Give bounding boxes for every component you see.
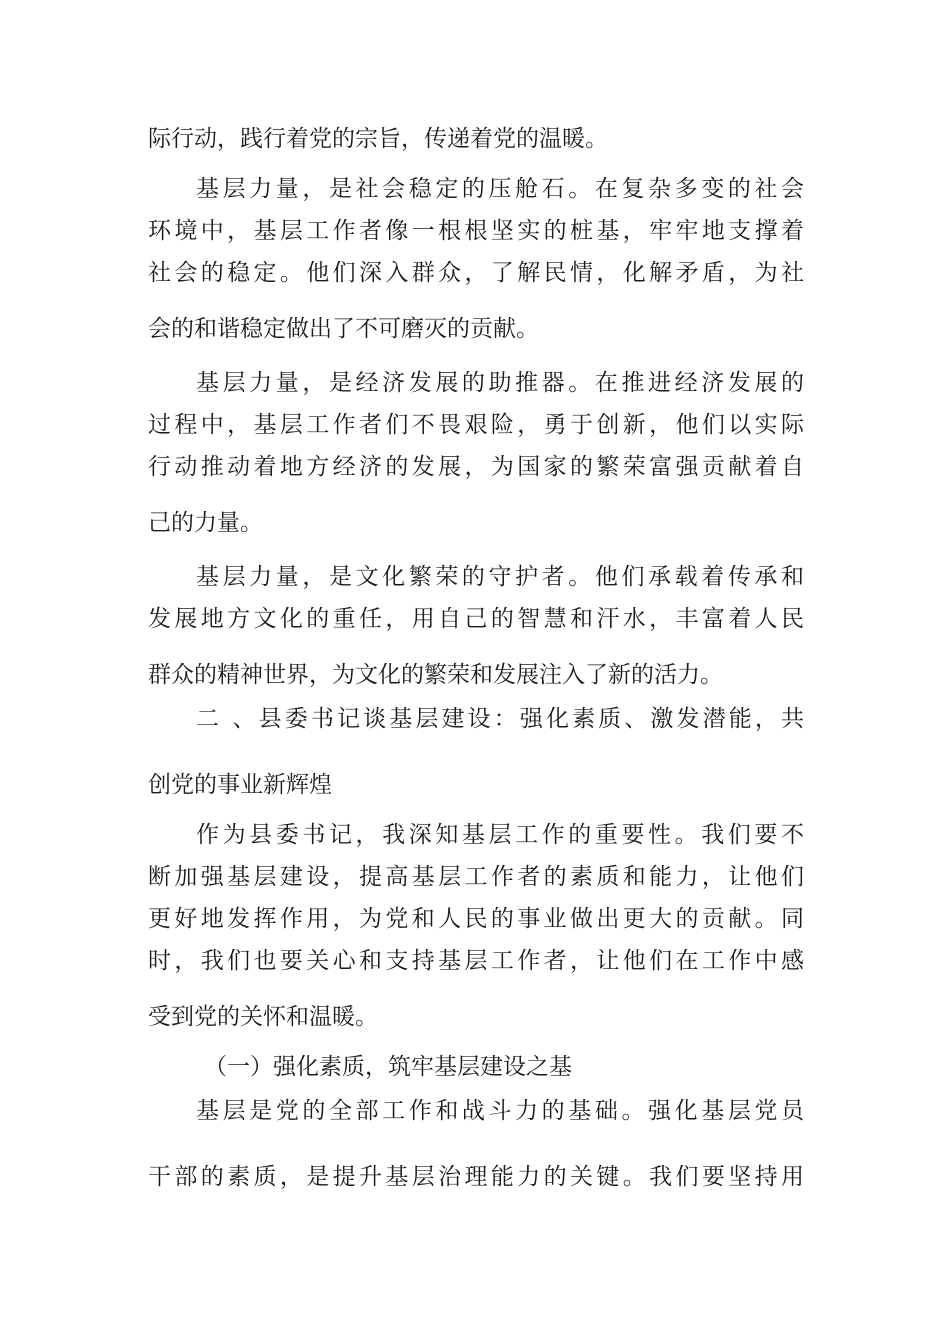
subsection-heading: （一）强化素质，筑牢基层建设之基 [204,1054,572,1080]
text-line: 过程中，基层工作者们不畏艰险，勇于创新，他们以实际 [148,412,804,438]
section-heading: 二 、县委书记谈基层建设：强化素质、激发潜能，共 [196,706,804,732]
text-line: 受到党的关怀和温暖。 [148,1004,378,1030]
text-line: 环境中，基层工作者像一根根坚实的桩基，牢牢地支撑着 [148,218,804,244]
text-line: 会的和谐稳定做出了不可磨灭的贡献。 [148,316,539,342]
text-line: 断加强基层建设，提高基层工作者的素质和能力，让他们 [148,864,804,890]
text-line: 作为县委书记，我深知基层工作的重要性。我们要不 [196,822,804,848]
text-line: 发展地方文化的重任，用自己的智慧和汗水，丰富着人民 [148,606,804,632]
text-line: 际行动，践行着党的宗旨，传递着党的温暖。 [148,126,608,152]
text-line: 基层力量，是社会稳定的压舱石。在复杂多变的社会 [196,176,804,202]
text-line: 基层力量，是经济发展的助推器。在推进经济发展的 [196,370,804,396]
text-line: 基层力量，是文化繁荣的守护者。他们承载着传承和 [196,564,804,590]
text-line: 基层是党的全部工作和战斗力的基础。强化基层党员 [196,1098,804,1124]
text-line: 社会的稳定。他们深入群众，了解民情，化解矛盾，为社 [148,260,804,286]
section-heading: 创党的事业新辉煌 [148,772,332,798]
text-line: 行动推动着地方经济的发展，为国家的繁荣富强贡献着自 [148,454,804,480]
text-line: 群众的精神世界，为文化的繁荣和发展注入了新的活力。 [148,662,723,688]
text-line: 更好地发挥作用，为党和人民的事业做出更大的贡献。同 [148,906,804,932]
text-line: 时，我们也要关心和支持基层工作者，让他们在工作中感 [148,948,804,974]
text-line: 干部的素质，是提升基层治理能力的关键。我们要坚持用 [148,1164,804,1190]
text-line: 己的力量。 [148,510,263,536]
